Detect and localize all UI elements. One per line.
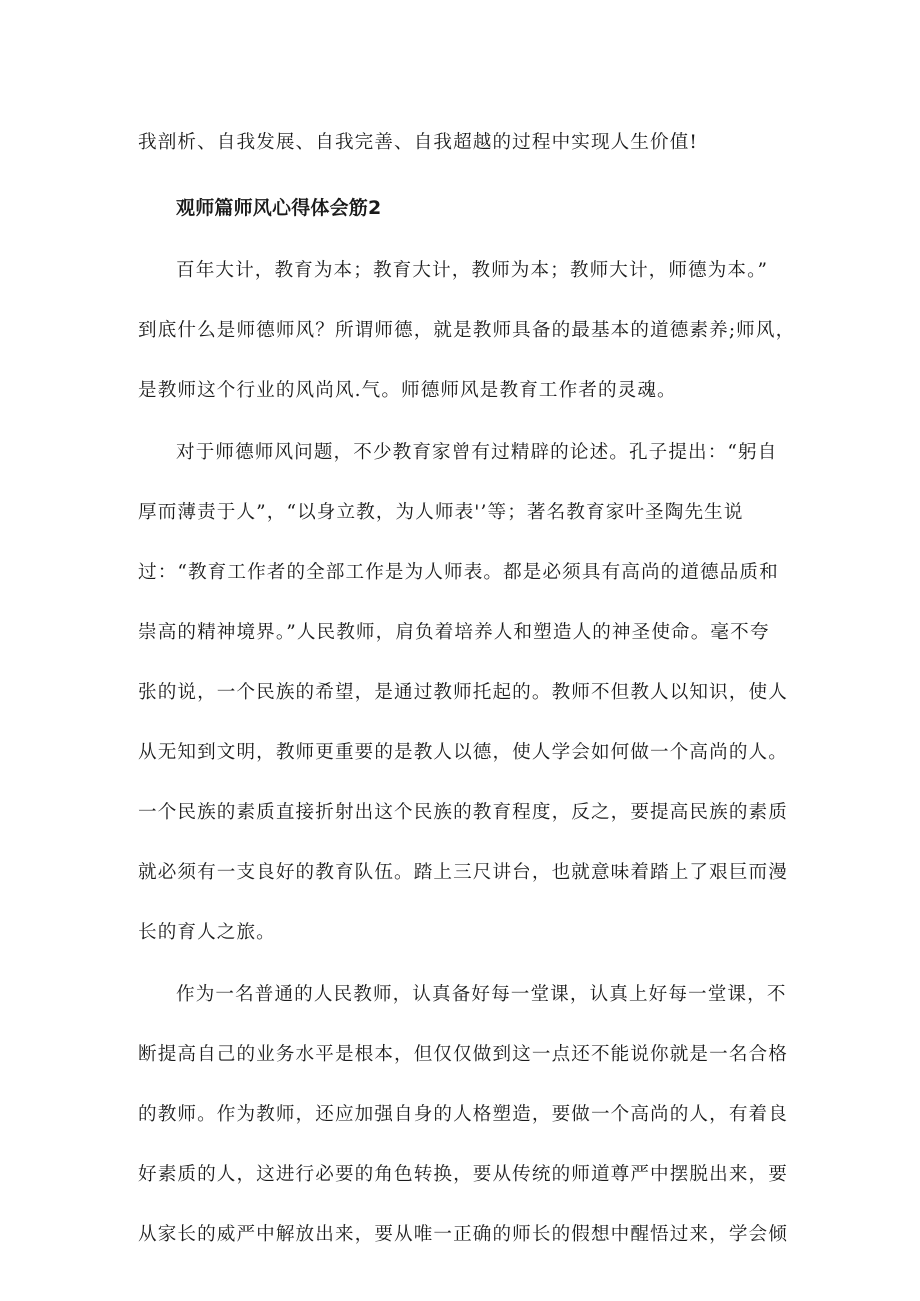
paragraph-line: 好素质的人，这进行必要的角色转换，要从传统的师道尊严中摆脱出来，要	[138, 1164, 788, 1185]
paragraph-line: 到底什么是师德师风？所谓师德，就是教师具备的最基本的道德素养;师风，	[138, 320, 796, 341]
paragraph-line: 崇高的精神境界。”人民教师，肩负着培养人和塑造人的神圣使命。毫不夸	[138, 622, 770, 643]
paragraph-line: 长的育人之旅。	[138, 922, 276, 943]
paragraph-line: 厚而薄责于人”，“以身立教，为人师表'’等；著名教育家叶圣陶先生说	[138, 502, 744, 523]
paragraph-line: 就必须有一支良好的教育队伍。踏上三尺讲台，也就意味着踏上了艰巨而漫	[138, 862, 788, 883]
intro-tail-line: 我剖析、自我发展、自我完善、自我超越的过程中实现人生价值!	[138, 132, 698, 153]
paragraph-line: 百年大计，教育为本；教育大计，教师为本；教师大计，师德为本。”	[176, 260, 769, 281]
paragraph-line: 从家长的威严中解放出来，要从唯一正确的师长的假想中醒悟过来，学会倾	[138, 1224, 788, 1245]
paragraph-line: 是教师这个行业的风尚风.气。师德师风是教育工作者的灵魂。	[138, 380, 677, 401]
paragraph-line: 对于师德师风问题，不少教育家曾有过精辟的论述。孔子提出：“躬自	[176, 442, 778, 463]
paragraph-line: 从无知到文明，教师更重要的是教人以德，使人学会如何做一个高尚的人。	[138, 742, 788, 763]
paragraph-line: 作为一名普通的人民教师，认真备好每一堂课，认真上好每一堂课，不	[176, 984, 787, 1005]
paragraph-line: 断提高自己的业务水平是根本，但仅仅做到这一点还不能说你就是一名合格	[138, 1044, 788, 1065]
section-title: 观师篇师风心得体会筋2	[176, 197, 382, 219]
paragraph-line: 的教师。作为教师，还应加强自身的人格塑造，要做一个高尚的人，有着良	[138, 1104, 788, 1125]
paragraph-line: 张的说，一个民族的希望，是通过教师托起的。教师不但教人以知识，使人	[138, 682, 788, 703]
paragraph-line: 一个民族的素质直接折射出这个民族的教育程度，反之，要提高民族的素质	[138, 802, 788, 823]
paragraph-line: 过：“教育工作者的全部工作是为人师表。都是必须具有高尚的道德品质和	[138, 562, 779, 583]
